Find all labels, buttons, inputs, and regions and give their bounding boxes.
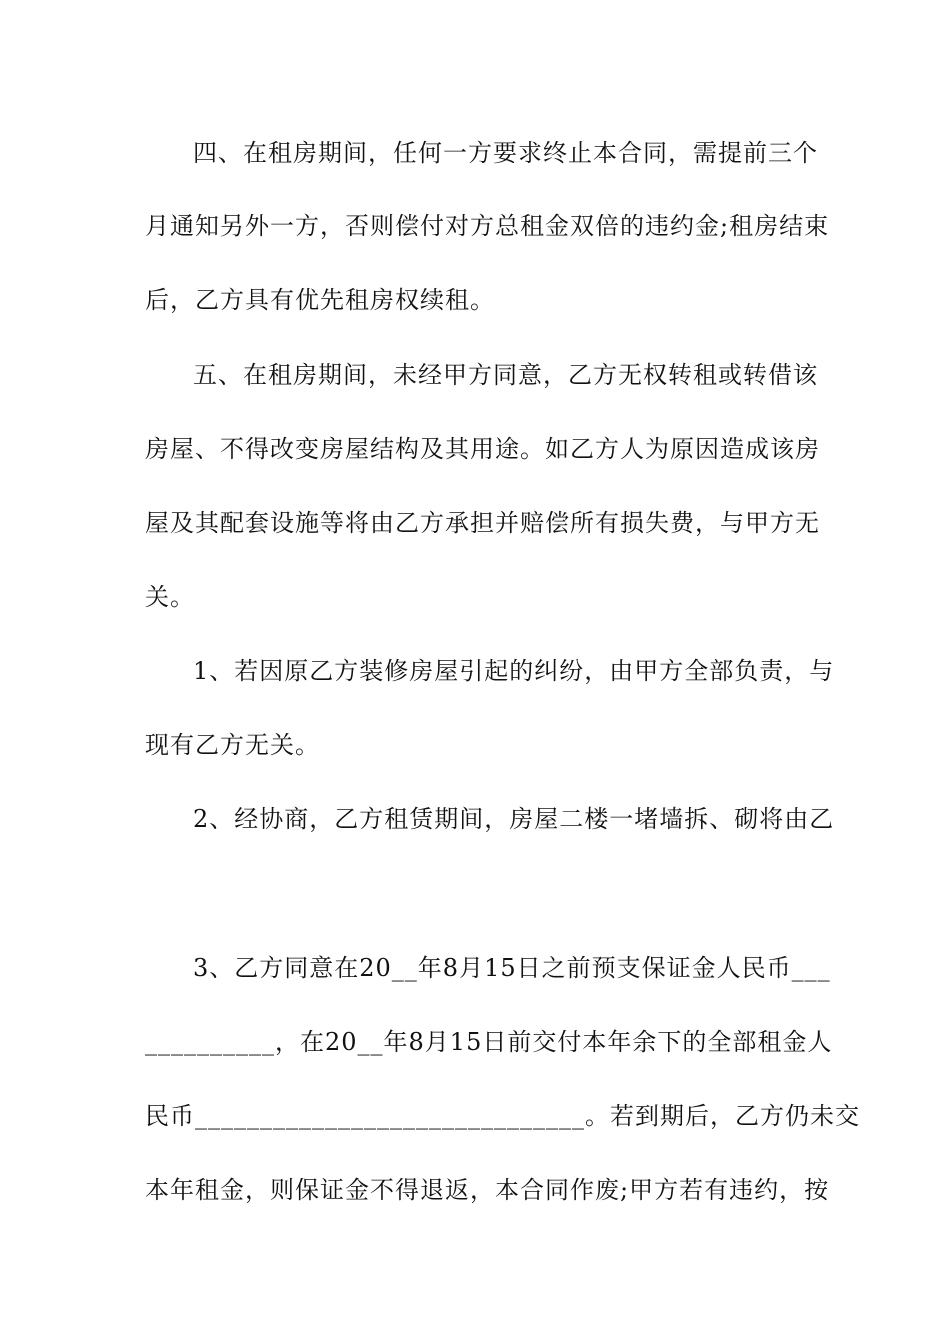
text-line: 本年租金，则保证金不得退返，本合同作废;甲方若有违约，按: [145, 1176, 830, 1204]
text-line: 后，乙方具有优先租房权续租。: [145, 286, 495, 314]
text-line: __________，在20__年8月15日前交付本年余下的全部租金人: [145, 1028, 833, 1056]
text-line: 3、乙方同意在20__年8月15日之前预支保证金人民币___: [193, 954, 831, 982]
text-line: 现有乙方无关。: [145, 731, 320, 759]
text-line: 四、在租房期间，任何一方要求终止本合同，需提前三个: [193, 139, 818, 167]
text-line: 民币______________________________。若到期后，乙方仍未交: [145, 1102, 860, 1130]
text-line: 1、若因原乙方装修房屋引起的纠纷，由甲方全部负责，与: [193, 657, 835, 685]
text-line: 月通知另外一方，否则偿付对方总租金双倍的违约金;租房结束: [145, 212, 830, 240]
text-line: 五、在租房期间，未经甲方同意，乙方无权转租或转借该: [193, 361, 818, 389]
text-line: 关。: [145, 583, 195, 611]
text-line: 屋及其配套设施等将由乙方承担并赔偿所有损失费，与甲方无: [145, 509, 820, 537]
text-line: 房屋、不得改变房屋结构及其用途。如乙方人为原因造成该房: [145, 435, 820, 463]
text-line: 2、经协商，乙方租赁期间，房屋二楼一堵墙拆、砌将由乙: [193, 805, 835, 833]
